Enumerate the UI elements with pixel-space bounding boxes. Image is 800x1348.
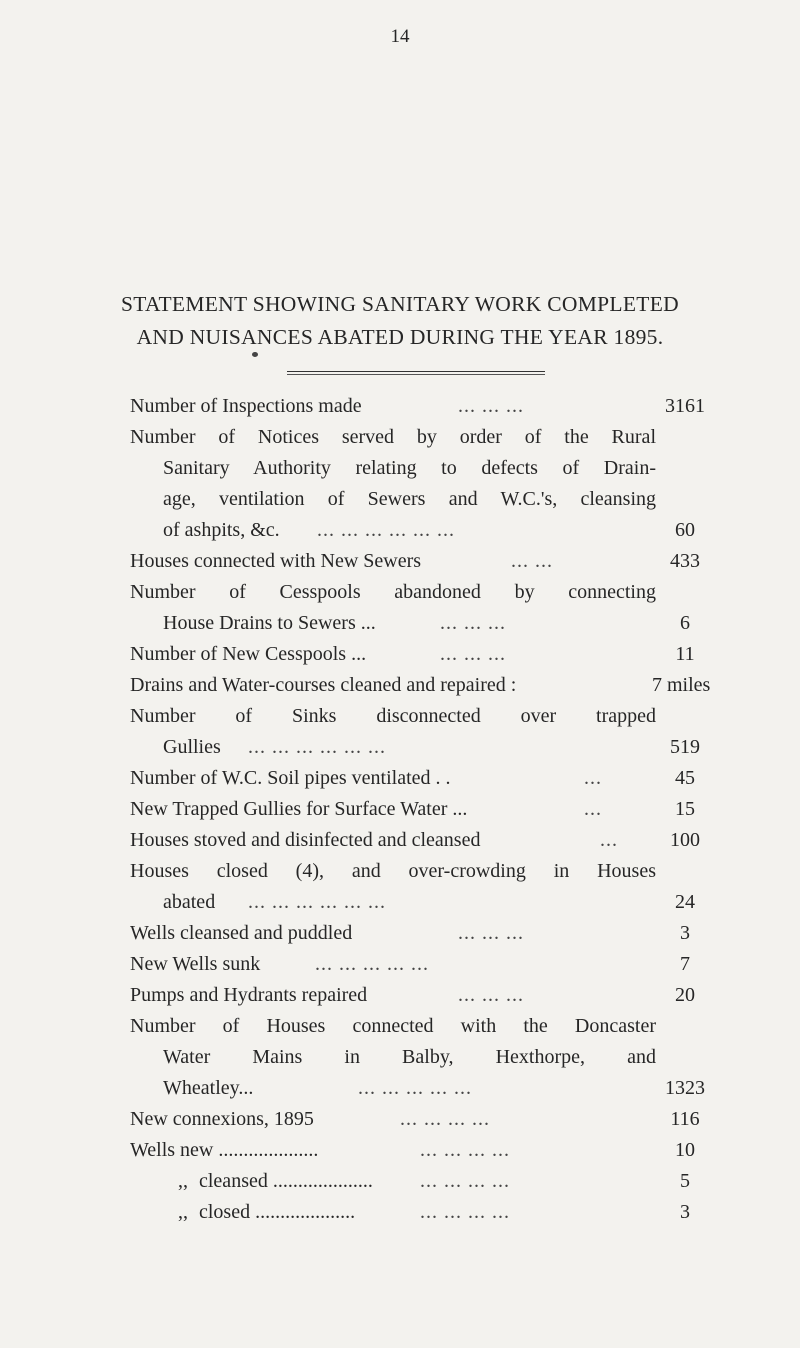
dot-leader: ... bbox=[584, 767, 602, 789]
entry-label: Number of Sinks disconnected over trapped bbox=[130, 705, 656, 727]
entry-value: 10 bbox=[675, 1139, 695, 1161]
entry-value: 7 miles bbox=[652, 674, 711, 696]
entry-label: New connexions, 1895 bbox=[130, 1108, 314, 1130]
entry-value: 20 bbox=[675, 984, 695, 1006]
entry-label: Sanitary Authority relating to defects of Drain- bbox=[163, 457, 656, 479]
entry-label: Gullies bbox=[163, 736, 221, 758]
entry-label: Houses stoved and disinfected and cleansed bbox=[130, 829, 481, 851]
dot-leader: ... ... ... ... ... ... bbox=[248, 891, 386, 913]
dot-leader: ... ... ... ... bbox=[420, 1201, 510, 1223]
dot-leader: ... ... ... ... ... ... bbox=[248, 736, 386, 758]
entry-label: House Drains to Sewers ... bbox=[163, 612, 376, 634]
dot-leader: ... ... ... ... ... bbox=[358, 1077, 472, 1099]
entry-value: 15 bbox=[675, 798, 695, 820]
dot-leader: ... ... ... bbox=[458, 922, 524, 944]
entry-label: abated bbox=[163, 891, 216, 913]
entry-value: 6 bbox=[680, 612, 690, 634]
title-line-1: STATEMENT SHOWING SANITARY WORK COMPLETED bbox=[121, 292, 679, 316]
entry-value: 1323 bbox=[665, 1077, 705, 1099]
entry-label: Number of Inspections made bbox=[130, 395, 362, 417]
entry-value: 116 bbox=[670, 1108, 700, 1130]
dot-leader: ... ... ... ... bbox=[420, 1139, 510, 1161]
entry-label: New Wells sunk bbox=[130, 953, 261, 975]
entry-value: 3 bbox=[680, 1201, 690, 1223]
entry-label: Number of W.C. Soil pipes ventilated . . bbox=[130, 767, 451, 789]
ditto-mark: ,, bbox=[178, 1201, 188, 1223]
entry-value: 433 bbox=[670, 550, 700, 572]
entry-value: 5 bbox=[680, 1170, 690, 1192]
entry-label: of ashpits, &c. bbox=[163, 519, 280, 541]
title-line-2: AND NUISANCES ABATED DURING THE YEAR 1895. bbox=[136, 325, 664, 349]
entry-label: Wells cleansed and puddled bbox=[130, 922, 353, 944]
entry-label: Number of Houses connected with the Doncaster bbox=[130, 1015, 656, 1037]
entry-label: Number of Cesspools abandoned by connecting bbox=[130, 581, 656, 603]
entry-value: 45 bbox=[675, 767, 695, 789]
dot-leader: ... ... ... ... ... ... bbox=[317, 519, 455, 541]
entry-label: Pumps and Hydrants repaired bbox=[130, 984, 368, 1006]
dot-leader: ... ... ... bbox=[440, 643, 506, 665]
ink-speck bbox=[252, 352, 258, 357]
dot-leader: ... ... ... ... ... bbox=[315, 953, 429, 975]
dot-leader: ... ... ... bbox=[458, 984, 524, 1006]
entry-value: 60 bbox=[675, 519, 695, 541]
entry-value: 519 bbox=[670, 736, 700, 758]
entry-label: Wells new .................... bbox=[130, 1139, 319, 1161]
dot-leader: ... ... ... ... bbox=[420, 1170, 510, 1192]
dot-leader: ... ... bbox=[511, 550, 553, 572]
dot-leader: ... bbox=[584, 798, 602, 820]
entry-label: Number of New Cesspools ... bbox=[130, 643, 367, 665]
title-rule bbox=[287, 371, 545, 375]
entry-label: age, ventilation of Sewers and W.C.'s, cleansing bbox=[163, 488, 656, 510]
entry-value: 100 bbox=[670, 829, 700, 851]
entry-label: Number of Notices served by order of the Rural bbox=[130, 426, 656, 448]
entry-label: closed .................... bbox=[199, 1201, 356, 1223]
entry-label: Water Mains in Balby, Hexthorpe, and bbox=[163, 1046, 656, 1068]
entry-value: 3 bbox=[680, 922, 690, 944]
entry-value: 3161 bbox=[665, 395, 705, 417]
dot-leader: ... ... ... bbox=[440, 612, 506, 634]
entry-label: Drains and Water-courses cleaned and repaired : bbox=[130, 674, 517, 696]
entry-label: cleansed .................... bbox=[199, 1170, 373, 1192]
entry-label: Houses closed (4), and over-crowding in Houses bbox=[130, 860, 656, 882]
entry-value: 7 bbox=[680, 953, 690, 975]
page-number: 14 bbox=[390, 26, 410, 47]
dot-leader: ... ... ... bbox=[458, 395, 524, 417]
entry-value: 24 bbox=[675, 891, 695, 913]
entry-value: 11 bbox=[675, 643, 695, 665]
dot-leader: ... bbox=[600, 829, 618, 851]
entry-label: Houses connected with New Sewers bbox=[130, 550, 422, 572]
statement-title bbox=[0, 288, 800, 354]
dot-leader: ... ... ... ... bbox=[400, 1108, 490, 1130]
entry-label: Wheatley... bbox=[163, 1077, 254, 1099]
ditto-mark: ,, bbox=[178, 1170, 188, 1192]
entry-label: New Trapped Gullies for Surface Water ... bbox=[130, 798, 468, 820]
